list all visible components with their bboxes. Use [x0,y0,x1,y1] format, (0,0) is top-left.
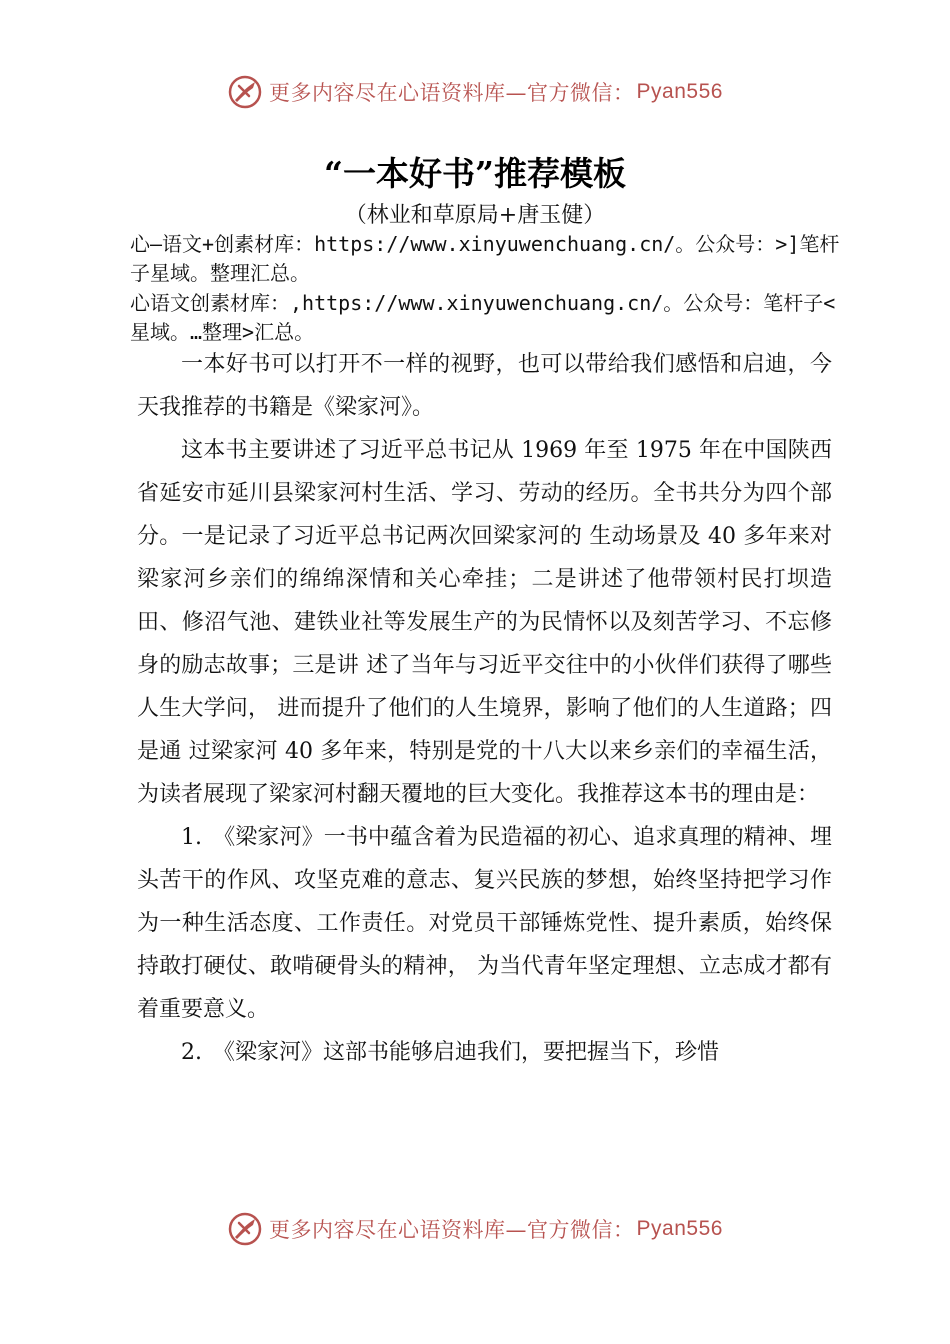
banner-wechat-id: Pyan556 [636,80,723,103]
document-body [137,343,832,1074]
document-title: “一本好书”推荐模板 [324,154,626,193]
banner-wechat-id: Pyan556 [636,1217,723,1240]
paragraph-intro: 一本好书可以打开不一样的视野，也可以带给我们感悟和启迪，今天我推荐的书籍是《梁家河》。 [137,352,832,420]
source-line-2: 心语文创素材库：,https://www.xinyuwenchuang.cn/。公众号：笔杆子<星域。…整理>汇总。 [130,291,836,344]
paragraph-summary: 这本书主要讲述了习近平总书记从 1969 年至 1975 年在中国陕西省延安市延川县梁家河村生活、学习、劳动的经历。全书共分为四个部分。一是记录了习近平总书记两次回梁家河的 生动场景及 40 多年来对梁家河乡亲们的绵绵深情和关心牵挂；二是讲述了他带领村民打坝造田、修沼气池、建铁业社等发展生产的为民情怀以及刻苦学习、不忘修身的励志故事；三是讲 述了当年与习近平交往中的小伙伴们获得了哪些人生大学问， 进而提升了他们的人生境界，影响了他们的人生道路；四是通 过梁家河 40 多年来，特别是党的十八大以来乡亲们的幸福生活，为读者展现了梁家河村翻天覆地的巨大变化。我推荐这本书的理由是： [137,438,832,807]
brush-logo-icon [227,1211,263,1247]
document-author: （林业和草原局+唐玉健） [344,203,606,228]
source-line-1: 心—语文+创素材库：https://www.xinyuwenchuang.cn/。公众号：>]笔杆子星域。整理汇总。 [130,232,840,285]
paragraph-reason-2: 2. 《梁家河》这部书能够启迪我们，要把握当下，珍惜 [181,1040,719,1065]
brush-logo-icon [227,74,263,110]
banner-text: 更多内容尽在心语资料库—官方微信： [269,81,635,105]
footer-banner [0,1209,950,1249]
header-banner [0,72,950,112]
banner-text: 更多内容尽在心语资料库—官方微信： [269,1218,635,1242]
paragraph-reason-1: 1. 《梁家河》一书中蕴含着为民造福的初心、追求真理的精神、埋头苦干的作风、攻坚克难的意志、复兴民族的梦想，始终坚持把学习作为一种生活态度、工作责任。对党员干部锤炼党性、提升素质，始终保持敢打硬仗、敢啃硬骨头的精神， 为当代青年坚定理想、立志成才都有着重要意义。 [137,825,832,1022]
